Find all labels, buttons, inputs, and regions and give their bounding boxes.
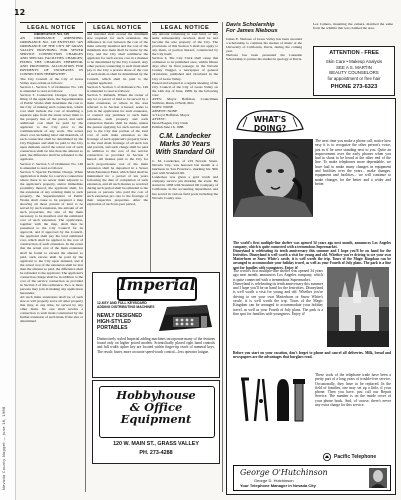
pacific-telephone-logo — [323, 453, 376, 461]
world-intro: The world's first multiple-line shelter was opened 34 years ago next month, announces Los Angeles company, which is quite connected with a tremendous Supermarket. Disneyland is celebrating its tenth anniversary this summer and I hope you'll be on hand for the festivities. Disneyland is well worth a visit for young and old. Whether you're driving to see your own Matterhorn or Snow White's castle, it is well worth the trip. Tours of the Magic Kingdom can be arranged to accommodate your holiday travel, as well as your Fourth of July plans. The park is a fine spot for families with youngsters. Enjoy it! — [233, 241, 391, 270]
legal-notice-header-right: LEGAL NOTICE — [152, 22, 218, 33]
imperial-headline: NEWLY DESIGNED HIGH-STYLED PORTABLES — [97, 313, 143, 331]
camera-column-text: Lee Camera, mounting the camera, matched the same from the wildlife that was claimed the area. — [313, 22, 394, 31]
attention-phone: PHONE 273-6323 — [330, 84, 378, 90]
legal-column-1 — [20, 32, 83, 490]
manager-name: George D. Hutchinson — [254, 478, 294, 483]
legal-column-3 — [152, 32, 218, 272]
ordinance-body-3: any amount remaining in said fund, or any sums subsequently received, shall be and become the sole property of the City. The provisions of this Section 5 shall not apply to any main, or portion thereof, constructed by the City itself. Section 4. The City Clerk shall cause this ordinance to be published once, within fifteen days after its final passage, in the Nevada County Nugget, a newspaper of general circulation, published and circulated in the City of Grass Valley. Passed and adopted at a regular meeting of the City Council of the City of Grass Valley on the 14th day of June, 1988, by the following vote: AYES: Mayor Hoffman, Councilmen Sullivan, Dunn, O'Neill, Pitts NOES: NONE ABSENT: NONE /s/ Lloyd Hoffman, Mayor ATTEST: Dean Hoegen, City Clerk Publish June 16, 1988. — [152, 32, 218, 130]
castle-photo — [327, 267, 389, 347]
imperial-subtitle: 12-KEY AND FULL KEYBOARD ADDING DISTRIBUTING MACHINES — [97, 301, 155, 309]
imperial-body: Distinctively styled Imperial adding machines incorporate many of the features found only on higher priced models. Scientifically placed right hand controls and full width cipher key are located within finger-tip reach of numeral keys. The result: faster, more accurate speed-touch control—less operator fatigue. — [97, 337, 216, 354]
manager-signature-box — [233, 465, 391, 491]
manager-title: Your Telephone Manager in Nevada City — [240, 483, 316, 488]
pacific-telephone-name: Pacific Telephone — [334, 454, 377, 460]
page-number: 12 — [14, 8, 26, 17]
scholarship-body: James E. Niebous of Grass Valley has been awarded a scholarship to continue his studies of music at the University of California, Davis, during the coming year. Niebous has been presented the Lakeside Scholarship to pursue his studies in geology at Davis. — [226, 37, 302, 62]
legal-column-2 — [87, 32, 148, 264]
hobbyhouse-phone: PH. 273-4288 — [139, 450, 173, 456]
binding-strip — [0, 0, 16, 500]
column-rule — [150, 22, 151, 272]
telephone-user-photo — [233, 139, 313, 217]
beauty-counselor-ad — [313, 46, 395, 96]
scholarship-headline: Davis Scholarship For James Niebous — [226, 22, 278, 35]
landecker-headline: C.M. Landecker Marks 30 Years With Standard Oil — [155, 133, 215, 157]
hobbyhouse-name: Hobbyhouse & Office Equipment — [116, 388, 196, 426]
ordinance-body-1: AN ORDINANCE AMENDING ORDINANCE NO. 149 ENTITLED "AN ORDINANCE OF THE CITY OF GRASS VALLEY PROVIDING FOR SEWER SERVICE CONNECTION CHARGES AND SPECIAL FACILITIES CHARGES; FIXING THE CHARGES THEREFOR, AND PROVIDING ALLOCATION FOR PAYMENTS OF INCREASES IN CONNECTION THEREWITH". The City Council of the City of Grass Valley does ordain as follows: Section 1. Section 3 of Ordinance No. 149 is amended to read as follows: Section 3. Connection Charges. Upon the filing of the application, the Superintendent of Public Works shall determine the cost to the City of making such connection, which cost shall include the cost of installing a separate pipe from the street sewer main to the property line of the parcel, and such additional cost shall be paid by the applicant to the City prior to the commencement of any work. The actual direct cost, including labor and materials, of each connection shall be determined by the City Engineer and shall be paid to the City upon demand, and if the actual cost of such connection shall be less than the amount so paid, the difference shall be refunded to the applicant. Section 2. Section 5 of Ordinance No. 149 is amended to read as follows: Section 5. Special Facilities Charge. When application is made for a service connection where there is no sewer main adjacent to the applicant's property, and/or immediate proximity thereof, the applicant shall, for the extension of any existing main to such property, the Superintendent of Public Works shall cause to be prepared a map showing all those parcels of land to be served by such extension, the amount of all such properties, the size of the main necessary to be installed, and the estimated cost of such extension. The application, together with the map, shall then be presented to the City Council for its approval, and if approved by the Council, the applicant shall pay the total estimated cost, which shall be applied to the cost of construction of such extension. In the event that the actual cost of the main extension shall be found to exceed the amount so paid, such excess shall be paid by the applicant to the City upon demand, and if the actual cost of the extension shall be less than the amount so paid, the difference shall be refunded to the applicant. The applicant's connection charge shall be in addition to the cost of the service connection as provided in Section 3 of this ordinance. Two or more persons may join in making any application hereunder. All such main extensions shall be of such size as will properly serve all other property that may, at any time, be served by any other main. No one shall receive a connection to such main constructed by the further extension of such main. If the size or determined — [20, 36, 83, 324]
attention-title: ATTENTION - FREE — [329, 50, 379, 56]
attention-lines: Skin Care • Makeup Analysis SEE A S. MARTIN BEAUTY COUNSELORS for appointment or free hair — [325, 59, 383, 81]
pacific-telephone-ad — [226, 98, 396, 495]
ordinance-title: ORDINANCE NO. 319 — [33, 32, 70, 36]
before-vacation-intro: Before you start on your vacation, don't forget to phone and cancel all deliveries. Milk, bread and newspapers are the advantages that burglars read. — [233, 351, 392, 360]
imperial-logo: Imperial — [119, 275, 196, 294]
hobbyhouse-address: 120 W. MAIN ST., GRASS VALLEY — [113, 441, 199, 447]
adding-machine-illustration — [155, 301, 215, 337]
hobbyhouse-ad — [92, 380, 220, 464]
legal-notice-header-mid: LEGAL NOTICE — [87, 22, 148, 33]
ordinance-body-2: and installed shall exceed the minimum size required for such extension, the difference in cost between the cost of the main actually installed and the cost of the minimum size main shall be borne by the City, and the City shall reimburse the applicant for such excess cost in a manner to be determined by the City Council. Any other person connecting to such main shall pay to the City a prorata share of the cost of such main as shall be determined by the Council, which shall be paid to the original applicant. Section 3. Section 5 of Ordinance No. 149 is amended to read as follows: Section 5. Refunds. Where the owner of any lot or parcel of land to be served by a main extension, or where in the area referred to in Section 4 hereof, seeks to join in the application for such extension, or connect any premises to such main extension, such property and each connection thereto shall be made, unless the person applying for such service shall pay to the City that portion of the total cost of such main extension as the frontage of such applicant's property bears to the total main frontage of all such lots and parcels, and such charge shall be paid in addition to the cost of the service connection as provided in Section 3 hereof. All monies paid to the City for such proportionate cost of the main extension shall be deposited in a Sewer Main Extension Fund, which fund shall be maintained for a period of ten years following the date of completion of such extension, and all such monies so received during such period shall be refunded to the person or persons who paid the cost of such extension pro rata to the frontage of their respective properties. After the expiration of such ten-year period, — [87, 32, 148, 206]
tools-body: These tools of the telephone trade have been a pretty part of a long years of trouble-free service. Occasionally, they have to be replaced. In the field of families, one may set up a little, if your phone. Then you have, just call our Repair Service. The number is on the inside cover of your phone book. And, of course, there's never any extra charge for this service. — [315, 373, 392, 408]
disneyland-text: The world's first multiple-line shelter was opened 34 years ago next month, announces Los Angeles company, which is quite connected with a tremendous Supermarket. Disneyland is celebrating its tenth anniversary this summer and I hope you'll be on hand for the festivities. Disneyland is well worth a visit for young and old. Whether you're driving to see your own Matterhorn or Snow White's castle, it is well worth the trip. Tours of the Magic Kingdom can be arranged to accommodate your holiday travel, as well as your Fourth of July plans. The park is a fine spot for families with youngsters. Enjoy it! — [233, 269, 323, 316]
manager-signature: George O'Hutchinson — [240, 468, 328, 477]
imperial-adding-machine-ad — [92, 272, 220, 378]
legal-notice-header-left: LEGAL NOTICE — [20, 22, 83, 33]
telephone-tools-illustration — [233, 373, 311, 427]
side-running-text: Nevada County Nugget — June 16, 1988 — [2, 406, 6, 490]
whats-doing-body: The next time you make a phone call, notice how easy it is to recognize the other person's voice, just as if he were standing next to you. Quite an improvement over the early phones when you had to shout to be heard at the other end of the line. To make telephones more dependable, we have had to make many changes in equipment and facilities over the years... make changes, equipment and facilities... we will continue to make changes for the better and a wider and better. — [315, 139, 392, 186]
section-rule — [222, 22, 223, 492]
manager-portrait — [369, 468, 387, 488]
column-rule — [85, 22, 86, 492]
whats-doing-headline: WHAT'S DOING? — [253, 115, 287, 133]
landecker-body: C. M. Landecker, of 219 Nevada Street, Nevada City, was honored last month at a luncheon in San Francisco, marking his 30th year with Standard Oil. Landecker was given a gold watch and company service pin marking the event. He started in 1958 with Standard Oil Company of California, in the accounting department, and has served in various field posts including the Nevada County area. — [152, 159, 218, 200]
bell-icon — [323, 453, 331, 461]
